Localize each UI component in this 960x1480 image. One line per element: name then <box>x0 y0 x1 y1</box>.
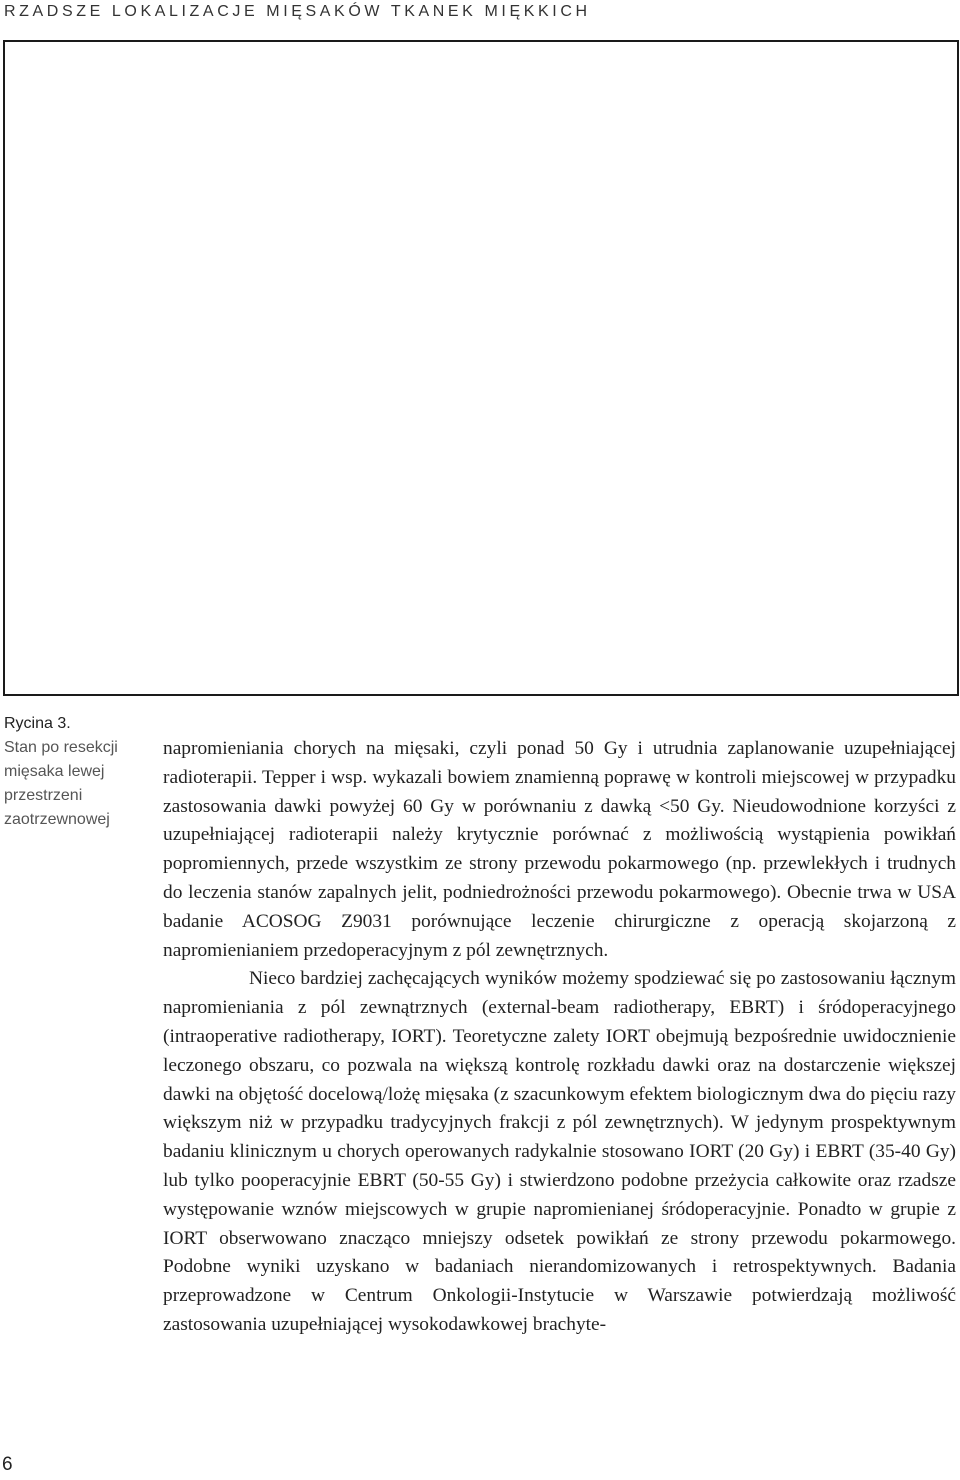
page-number: 6 <box>2 1454 13 1475</box>
figure-caption-text: Stan po resekcji mięsaka lewej przestrzeni zaotrzewnowej <box>4 739 118 828</box>
figure-caption <box>4 712 154 832</box>
article-body <box>163 735 956 1340</box>
running-header: RZADSZE LOKALIZACJE MIĘSAKÓW TKANEK MIĘKKICH <box>4 3 591 20</box>
figure-label: Rycina 3. <box>4 715 71 732</box>
figure-image-frame <box>3 40 959 696</box>
body-paragraph: napromieniania chorych na mięsaki, czyli ponad 50 Gy i utrudnia zaplanowanie uzupełniającej radioterapii. Tepper i wsp. wykazali bowiem znamienną poprawę w kontroli miejscowej w przypadku zastosowania dawki powyżej 60 Gy w porównaniu z dawką <50 Gy. Nieudowodnione korzyści z uzupełniającej radioterapii należy krytycznie porównać z możliwością wystąpienia powikłań popromiennych, przede wszystkim ze strony przewodu pokarmowego (np. przewlekłych i trudnych do leczenia stanów zapalnych jelit, podniedrożności przewodu pokarmowego). Obecnie trwa w USA badanie ACOSOG Z9031 porównujące leczenie chirurgiczne z operacją skojarzoną z napromienianiem przedoperacyjnym z pól zewnętrznych. <box>163 738 956 961</box>
body-paragraph: Nieco bardziej zachęcających wyników możemy spodziewać się po zastosowaniu łącznym napromieniania z pól zewnątrznych (external-beam radiotherapy, EBRT) i śródoperacyjnego (intraoperative radiotherapy, IORT). Teoretyczne zalety IORT obejmują bezpośrednie uwidocznienie leczonego obszaru, co pozwala na większą kontrolę rozkładu dawki oraz na dostarczenie większej dawki na objętość docelową/lożę mięsaka (z szacunkowym efektem biologicznym dwa do pięciu razy większym niż w przypadku tradycyjnych frakcji z pól zewnętrznych). W jedynym prospektywnym badaniu klinicznym u chorych operowanych radykalnie stosowano IORT (20 Gy) i EBRT (35-40 Gy) lub tylko pooperacyjnie EBRT (50-55 Gy) i stwierdzono podobne przeżycia całkowite oraz rzadsze występowanie wznów miejscowych w grupie napromienianej śródoperacyjnie. Ponadto w grupie z IORT obserwowano znacząco mniejszy odsetek powikłań ze strony przewodu pokarmowego. Podobne wyniki uzyskano w badaniach nierandomizowanych i retrospektywnych. Badania przeprowadzone w Centrum Onkologii-Instytucie w Warszawie potwierdzają możliwość zastosowania uzupełniającej wysokodawkowej brachyte- <box>163 968 956 1335</box>
